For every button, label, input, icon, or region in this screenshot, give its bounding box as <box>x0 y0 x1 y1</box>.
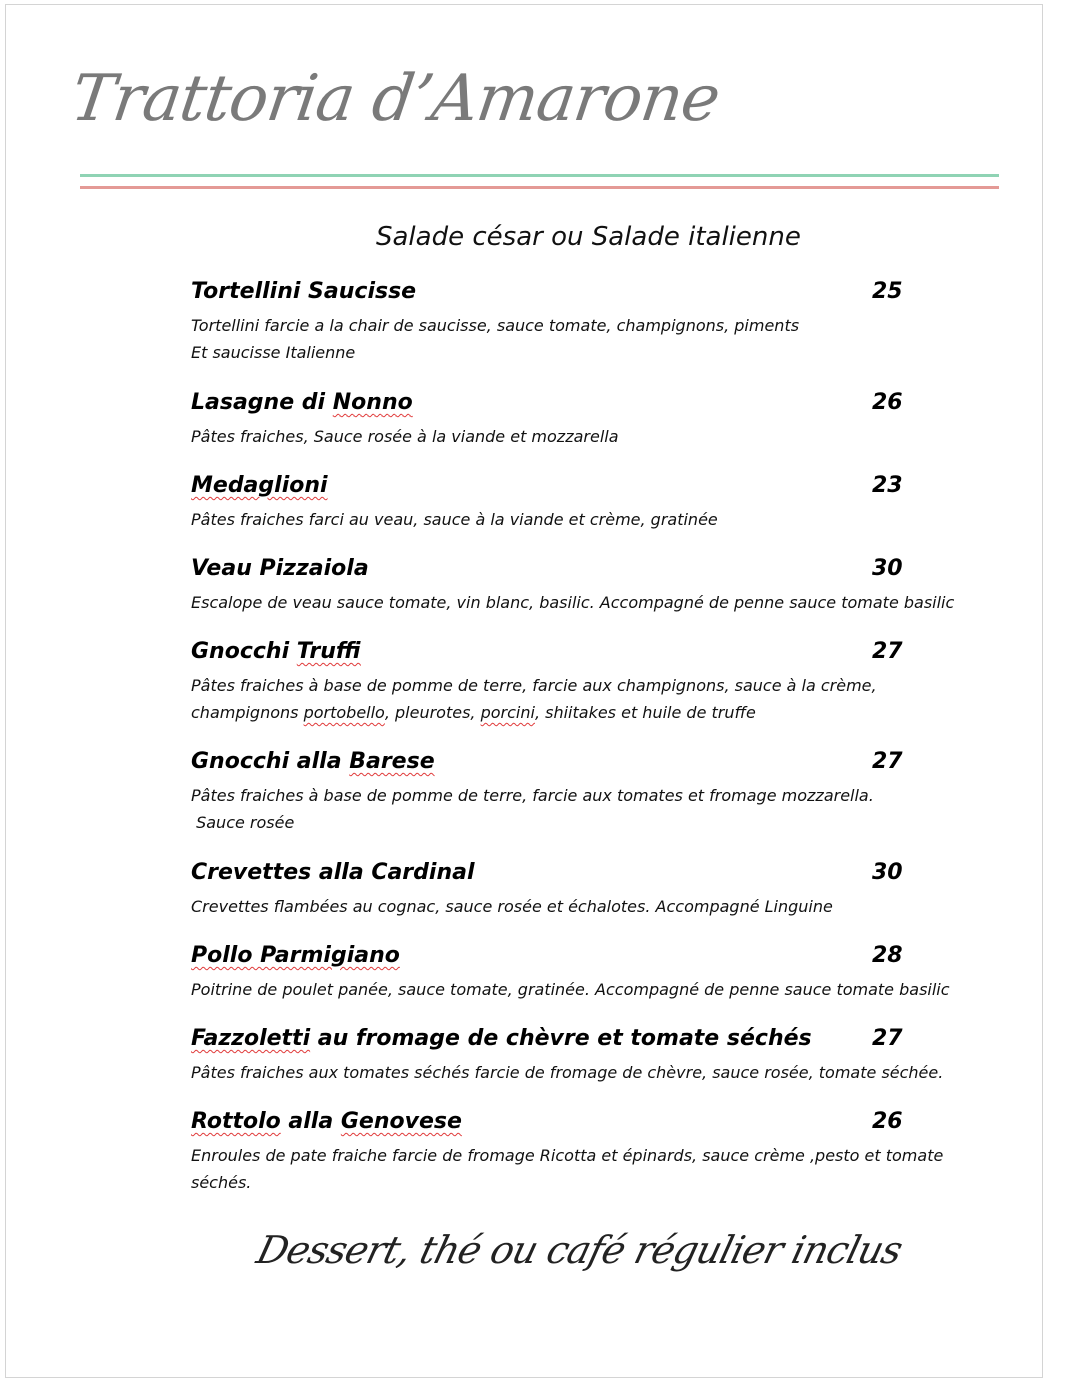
dish-name: Crevettes alla Cardinal <box>191 860 475 885</box>
description-part: , pleurotes, <box>384 703 481 722</box>
green-divider <box>80 174 999 177</box>
dish-description <box>191 976 1001 1003</box>
dish-name: Tortellini Saucisse <box>191 279 417 304</box>
dish-name-part: Lasagne di <box>191 390 333 415</box>
description-line: Escalope de veau sauce tomate, vin blanc, basilic. Accompagné de penne sauce tomate basilic <box>191 593 955 612</box>
dish-price: 25 <box>872 279 903 304</box>
description-line: Pâtes fraiches farci au veau, sauce à la viande et crème, gratinée <box>191 510 718 529</box>
dish-price: 30 <box>872 860 903 885</box>
dish-description <box>191 782 1001 836</box>
dish-price: 27 <box>872 1026 903 1051</box>
dish-name-part: Gnocchi alla <box>191 749 350 774</box>
dish-name: Medaglioni <box>191 473 328 498</box>
description-part: , shiitakes et huile de truffe <box>534 703 756 722</box>
dish-description <box>191 1142 1001 1196</box>
dish-price: 26 <box>872 390 903 415</box>
dish-name-part: Fazzoletti <box>191 1026 311 1051</box>
description-line: Sauce rosée <box>191 813 295 832</box>
dish-name <box>191 639 361 664</box>
description-line: Poitrine de poulet panée, sauce tomate, gratinée. Accompagné de penne sauce tomate basilic <box>191 980 950 999</box>
description-line: Tortellini farcie a la chair de saucisse, sauce tomate, champignons, piments <box>191 316 800 335</box>
dish-name <box>191 1026 812 1051</box>
dish-name-part: Barese <box>349 749 435 774</box>
dessert-note: Dessert, thé ou café régulier inclus <box>252 1228 907 1272</box>
dish-name <box>191 749 435 774</box>
dish-description <box>191 312 1001 366</box>
description-line: Et saucisse Italienne <box>191 343 356 362</box>
description-part: portobello <box>303 703 385 722</box>
dish-price: 27 <box>872 639 903 664</box>
dish-price: 26 <box>872 1109 903 1134</box>
red-divider <box>80 186 999 189</box>
dish-description <box>191 506 1001 533</box>
description-line: séchés. <box>191 1173 252 1192</box>
dish-name <box>191 1109 462 1134</box>
description-line <box>191 699 1001 726</box>
salad-choice-heading: Salade césar ou Salade italienne <box>376 222 801 252</box>
dish-name-part: au fromage de chèvre et tomate séchés <box>310 1026 812 1051</box>
dish-name-part: Nonno <box>332 390 413 415</box>
dish-name: Veau Pizzaiola <box>191 556 369 581</box>
dish-price: 30 <box>872 556 903 581</box>
dish-name-part: Gnocchi <box>191 639 297 664</box>
description-line: Pâtes fraiches, Sauce rosée à la viande et mozzarella <box>191 427 619 446</box>
dish-name-part: Rottolo <box>191 1109 281 1134</box>
dish-price: 28 <box>872 943 903 968</box>
dish-name <box>191 390 413 415</box>
dish-description <box>191 589 1001 616</box>
dish-name-part: Genovese <box>340 1109 462 1134</box>
dish-name-part: Truffi <box>296 639 361 664</box>
dish-price: 27 <box>872 749 903 774</box>
description-part: porcini <box>480 703 535 722</box>
description-line: Enroules de pate fraiche farcie de fromage Ricotta et épinards, sauce crème ,pesto et tomate <box>191 1146 944 1165</box>
restaurant-title: Trattoria d’Amarone <box>66 62 724 136</box>
description-part: champignons <box>191 703 304 722</box>
description-line: Pâtes fraiches aux tomates séchés farcie de fromage de chèvre, sauce rosée, tomate séchée. <box>191 1063 944 1082</box>
description-line: Pâtes fraiches à base de pomme de terre, farcie aux champignons, sauce à la crème, <box>191 676 877 695</box>
dish-description <box>191 423 1001 450</box>
dish-price: 23 <box>872 473 903 498</box>
dish-description <box>191 1059 1001 1086</box>
dish-name-part: alla <box>280 1109 341 1134</box>
description-line: Crevettes flambées au cognac, sauce rosée et échalotes. Accompagné Linguine <box>191 897 833 916</box>
dish-description <box>191 672 1001 726</box>
dish-description <box>191 893 1001 920</box>
dish-name: Pollo Parmigiano <box>191 943 400 968</box>
description-line: Pâtes fraiches à base de pomme de terre, farcie aux tomates et fromage mozzarella. <box>191 786 874 805</box>
